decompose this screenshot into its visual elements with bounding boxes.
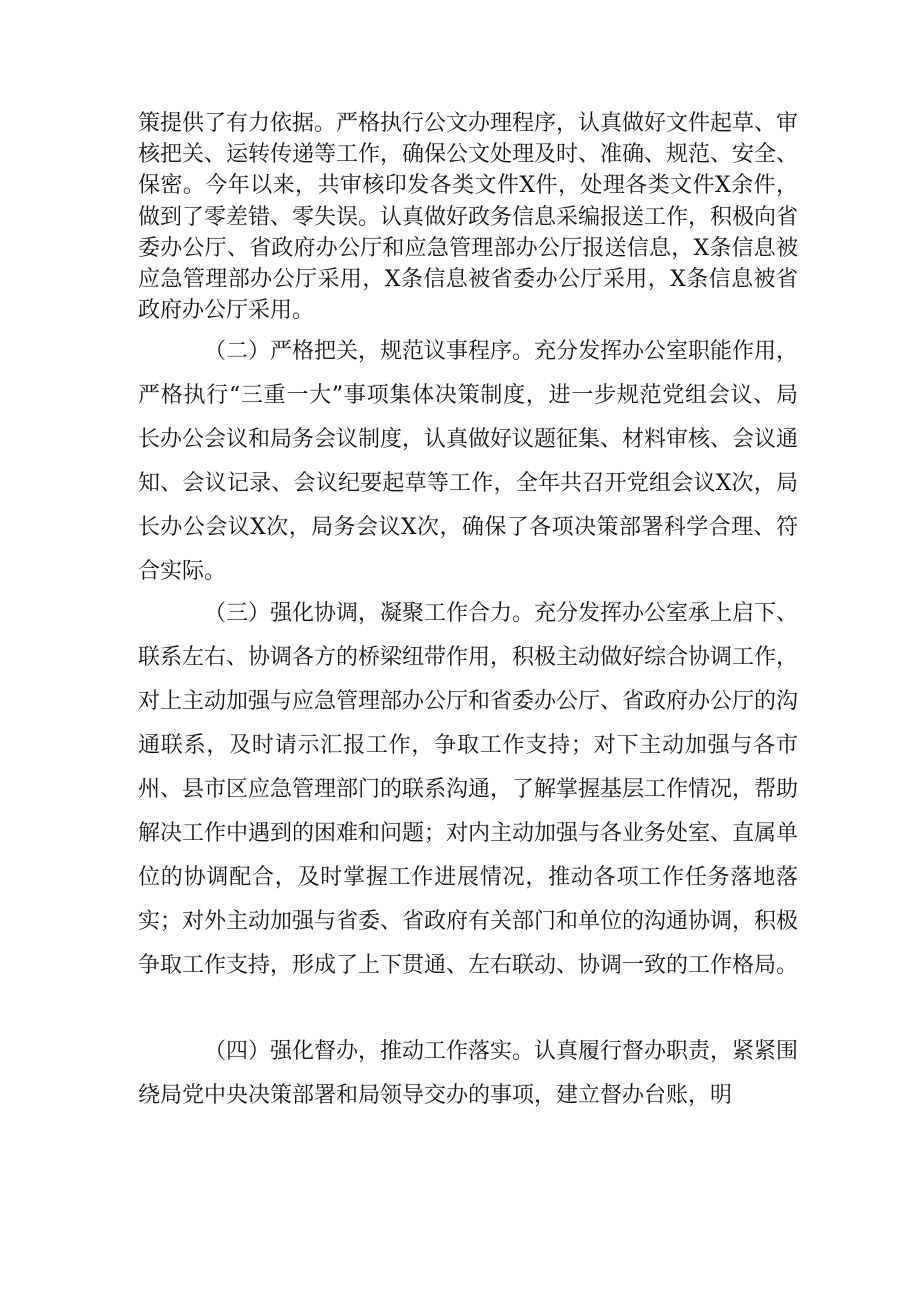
paragraph-section-2: （二）严格把关，规范议事程序。充分发挥办公室职能作用，严格执行“三重一大”事项集体决策制度，进一步规范党组会议、局长办公会议和局务会议制度，认真做好议题征集、材料审核、会议通知、会议记录、会议纪要起草等工作，全年共召开党组会议X次，局长办公会议X次，局务会议X次，确保了各项决策部署科学合理、符合实际。 (138, 339, 799, 584)
paragraph-document-handling: 策提供了有力依据。严格执行公文办理程序，认真做好文件起草、审核把关、运转传递等工作，确保公文处理及时、准确、规范、安全、保密。今年以来，共审核印发各类文件X件，处理各类文件X余件，做到了零差错、零失误。认真做好政务信息采编报送工作，积极向省委办公厅、省政府办公厅和应急管理部办公厅报送信息，X条信息被应急管理部办公厅采用，X条信息被省委办公厅采用，X条信息被省政府办公厅采用。 (138, 111, 799, 324)
paragraph-section-3: （三）强化协调，凝聚工作合力。充分发挥办公室承上启下、联系左右、协调各方的桥梁纽带作用，积极主动做好综合协调工作，对上主动加强与应急管理部办公厅和省委办公厅、省政府办公厅的沟通联系，及时请示汇报工作，争取工作支持；对下主动加强与各市州、县市区应急管理部门的联系沟通，了解掌握基层工作情况，帮助解决工作中遇到的困难和问题；对内主动加强与各业务处室、直属单位的协调配合，及时掌握工作进展情况，推动各项工作任务落地落实；对外主动加强与省委、省政府有关部门和单位的沟通协调，积极争取工作支持，形成了上下贯通、左右联动、协调一致的工作格局。 (138, 601, 799, 978)
paragraph-section-4: （四）强化督办，推动工作落实。认真履行督办职责，紧紧围绕局党中央决策部署和局领导交办的事项，建立督办台账，明 (138, 1039, 799, 1108)
